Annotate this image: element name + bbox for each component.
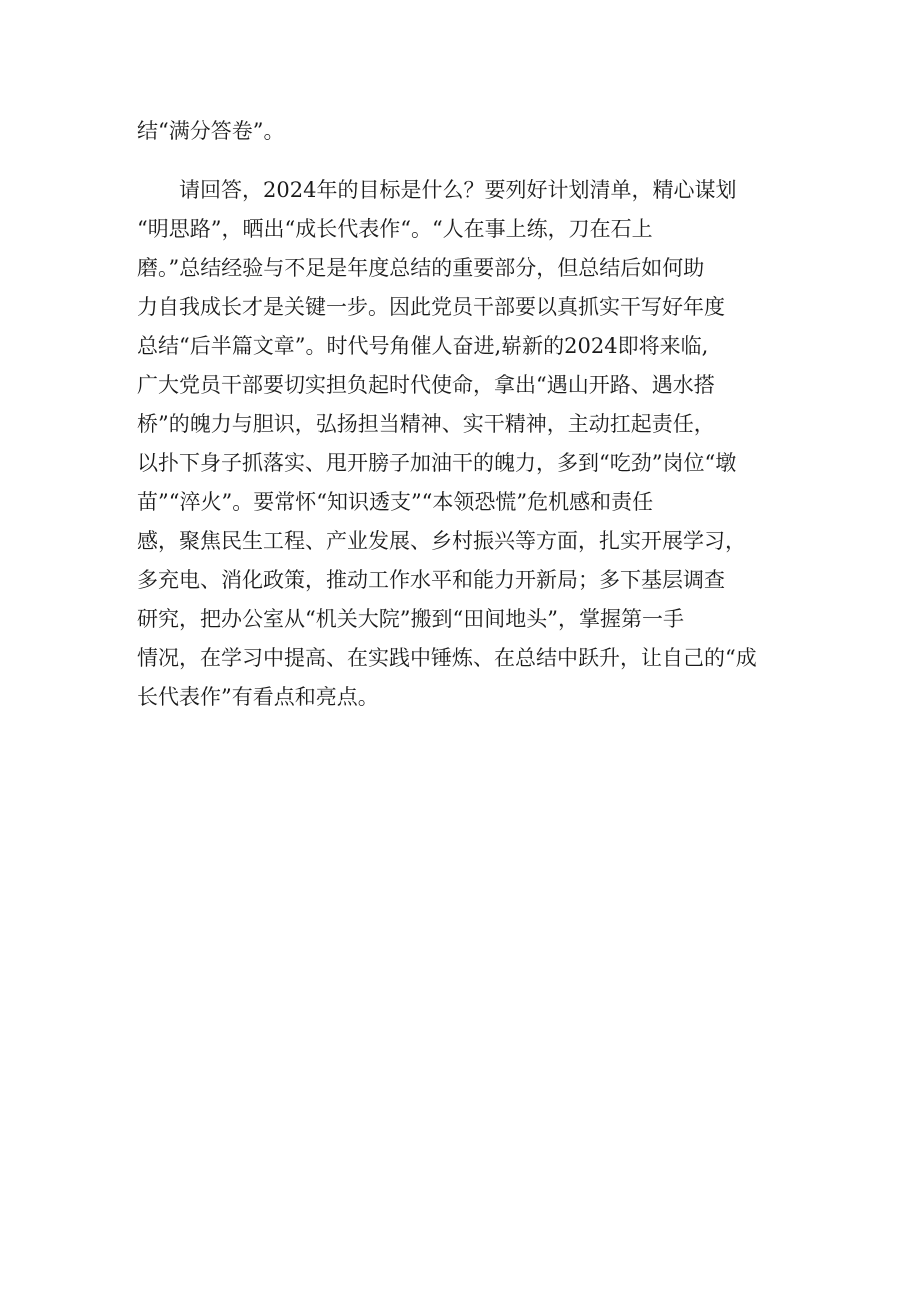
text-line: 长代表作”有看点和亮点。	[137, 685, 379, 709]
text-line: 多充电、消化政策，推动工作水平和能力开新局；多下基层调查	[137, 568, 725, 592]
text-line: 请回答，2024年的目标是什么？要列好计划清单，精心谋划	[179, 178, 737, 202]
paragraph-2-line-7	[137, 405, 797, 444]
text-line: 苗”“淬火”。要常怀“知识透支”“本领恐慌”危机感和责任	[137, 490, 654, 514]
text-line: 磨。”总结经验与不足是年度总结的重要部分，但总结后如何助	[137, 256, 705, 280]
paragraph-2-line-6	[137, 366, 797, 405]
paragraph-2-line-14	[137, 678, 797, 717]
text-line: 感，聚焦民生工程、产业发展、乡村振兴等方面，扎实开展学习，	[137, 529, 746, 553]
text-line: 以扑下身子抓落实、甩开膀子加油干的魄力，多到“吃劲”岗位“墩	[137, 451, 737, 475]
paragraph-2-line-5	[137, 327, 797, 366]
paragraph-2-line-9	[137, 483, 797, 522]
document-body	[137, 112, 797, 717]
text-line: 研究，把办公室从“机关大院”搬到“田间地头”，掌握第一手	[137, 607, 684, 631]
text-line: 总结“后半篇文章”。时代号角催人奋进,崭新的2024即将来临,	[137, 334, 709, 358]
paragraph-gap	[137, 151, 797, 171]
paragraph-2-line-8	[137, 444, 797, 483]
paragraph-2-line-3	[137, 249, 797, 288]
text-line: “明思路”，晒出“成长代表作“。“人在事上练，刀在石上	[137, 217, 653, 241]
text-line: 情况，在学习中提高、在实践中锤炼、在总结中跃升，让自己的“成	[137, 646, 757, 670]
text-line: 广大党员干部要切实担负起时代使命，拿出“遇山开路、遇水搭	[137, 373, 715, 397]
paragraph-2-line-10	[137, 522, 797, 561]
text-line: 结“满分答卷”。	[137, 119, 285, 143]
paragraph-2-line-4	[137, 288, 797, 327]
paragraph-2-line-11	[137, 561, 797, 600]
paragraph-2-line-13	[137, 639, 797, 678]
paragraph-2-line-2	[137, 210, 797, 249]
paragraph-1-line-1	[137, 112, 797, 151]
text-line: 力自我成长才是关键一步。因此党员干部要以真抓实干写好年度	[137, 295, 725, 319]
paragraph-2-line-12	[137, 600, 797, 639]
text-line: 桥”的魄力与胆识，弘扬担当精神、实干精神，主动扛起责任，	[137, 412, 715, 436]
paragraph-2-line-1	[137, 171, 797, 210]
